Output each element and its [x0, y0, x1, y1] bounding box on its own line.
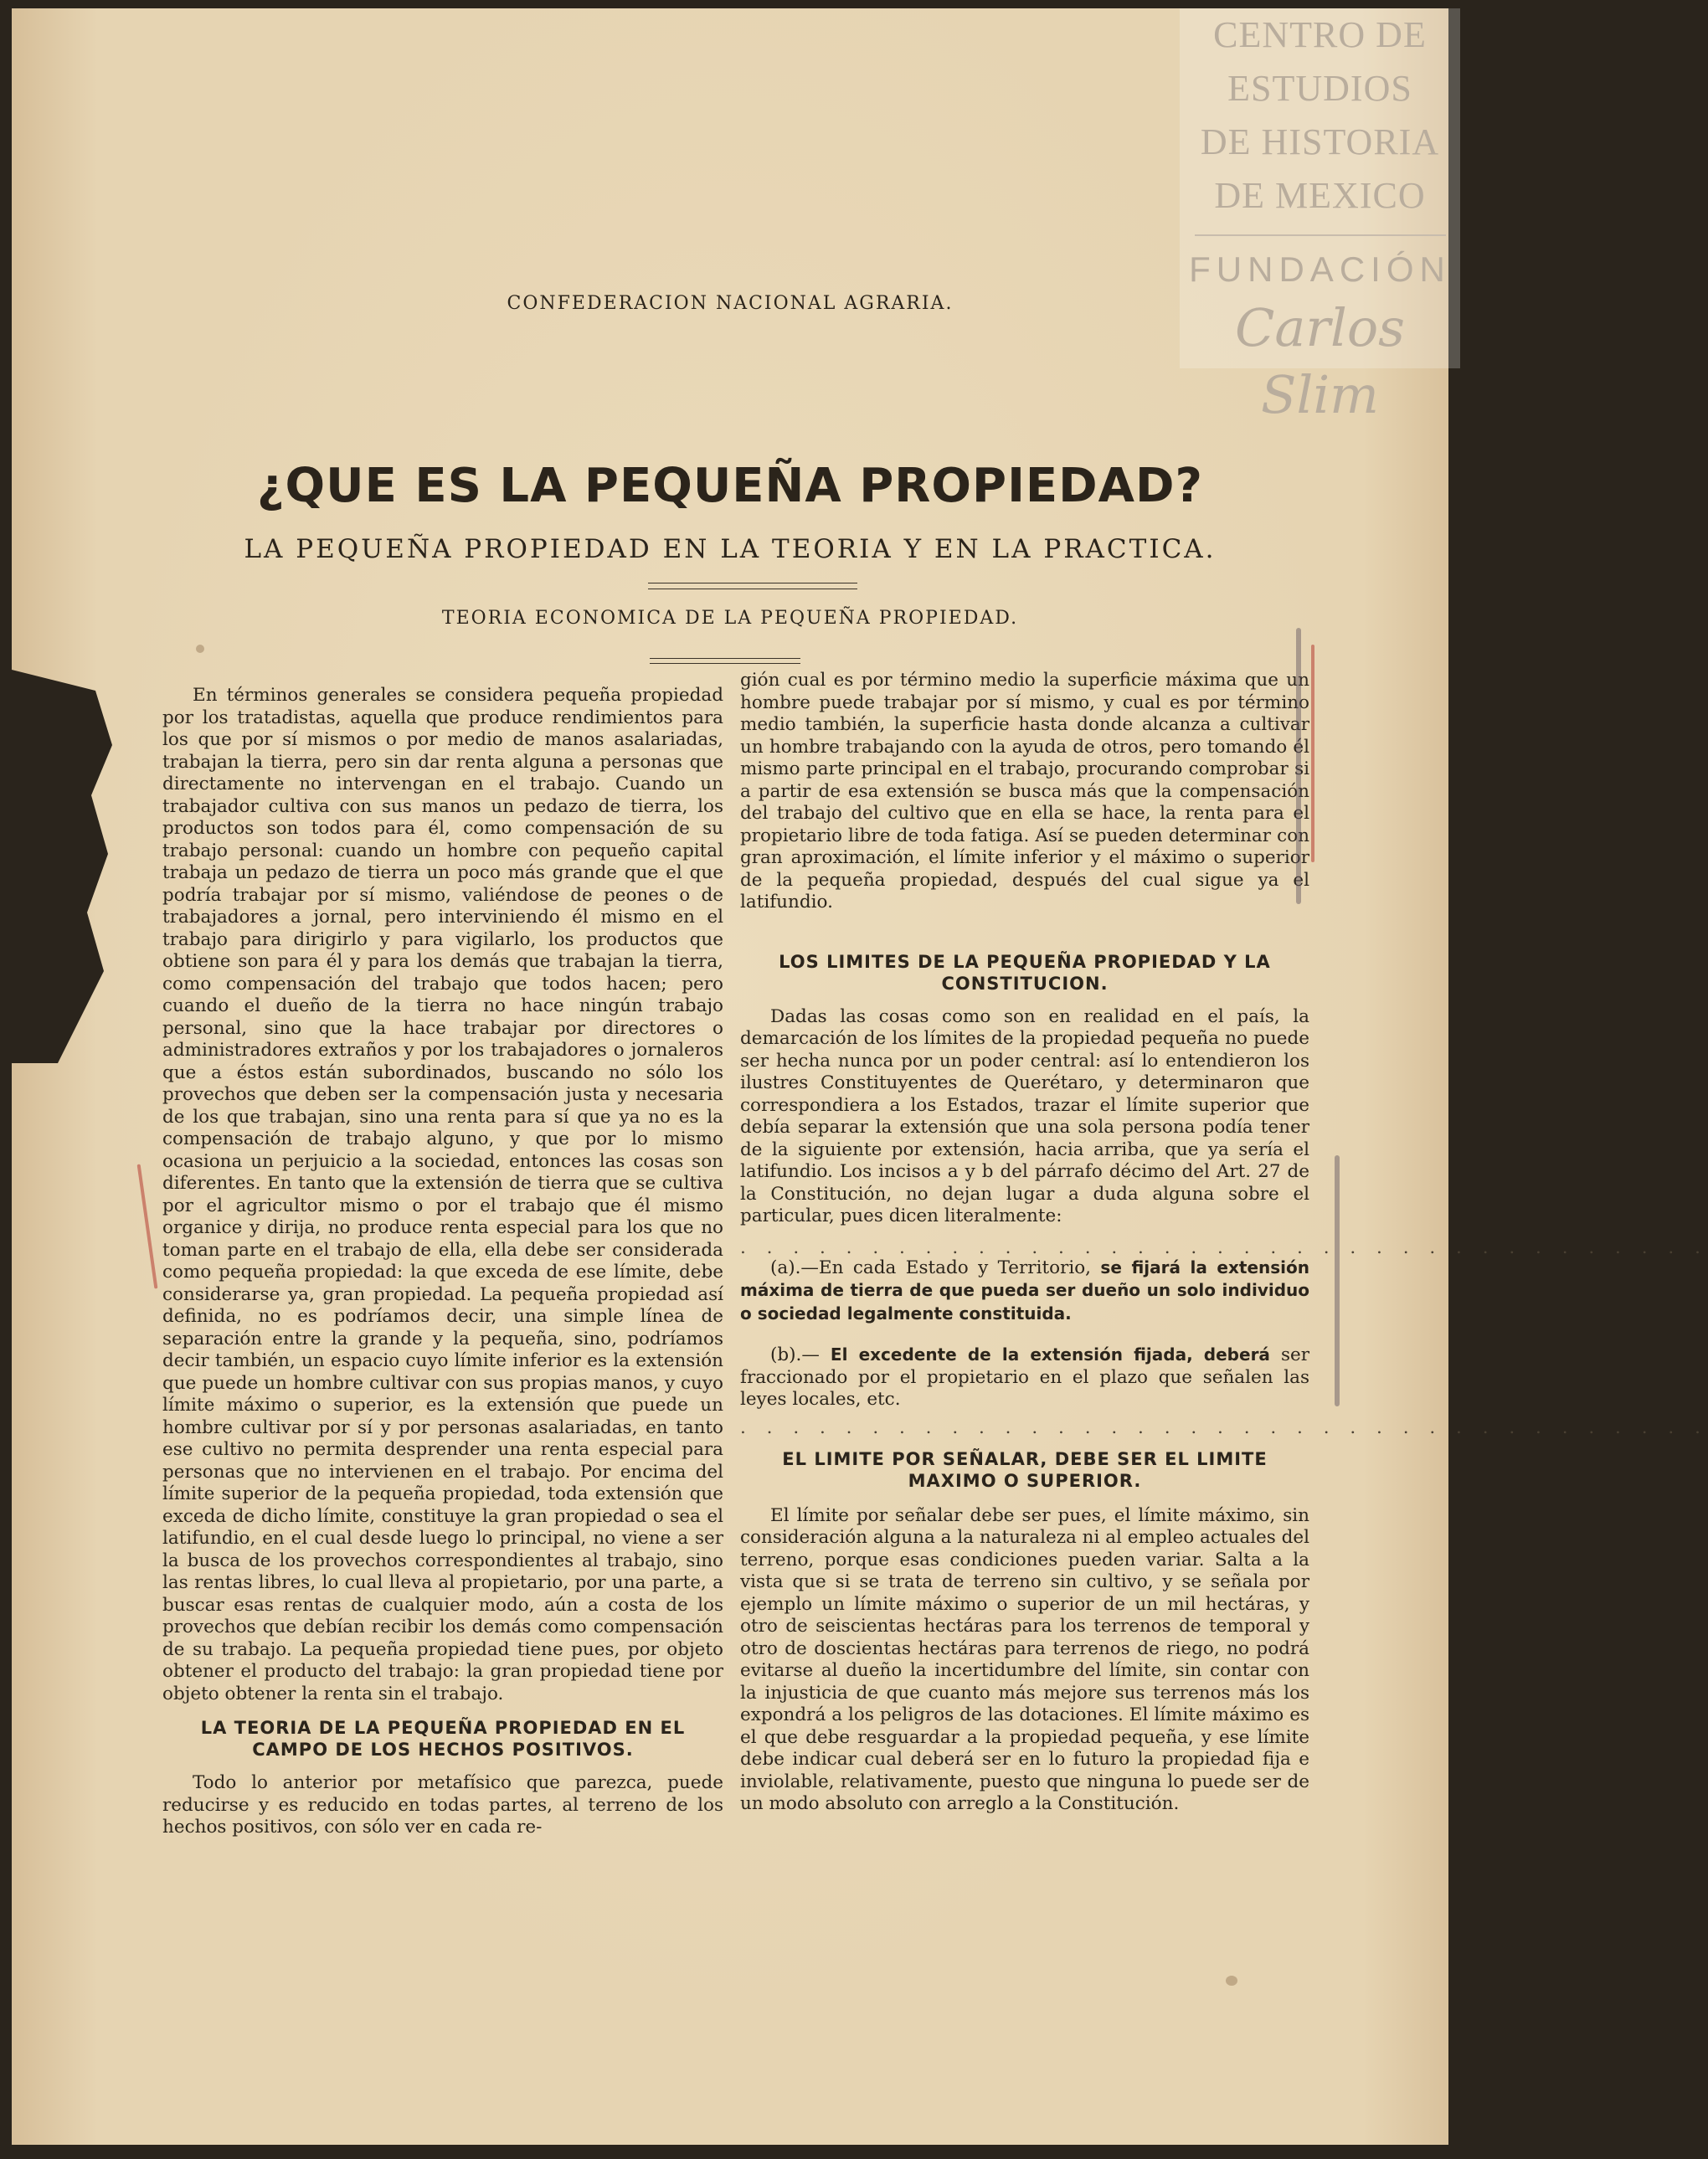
watermark-line: CENTRO DE [1213, 14, 1427, 55]
document-page [12, 8, 1708, 2145]
watermark-line: ESTUDIOS [1227, 68, 1412, 109]
red-pencil-mark [1311, 645, 1314, 862]
quote-prefix: (b).— [770, 1344, 820, 1365]
subheading: EL LIMITE POR SEÑALAR, DEBE SER EL LIMITE MAXIMO O SUPERIOR. [782, 1448, 1268, 1491]
paragraph: gión cual es por término medio la superficie máxima que un hombre puede trabajar por sí mismo, y cual es por término medio también, la superficie hasta donde alcanza a cultivar un hombre trabajando con la ayuda de otros, pero tomando él mismo parte principal en el trabajo, procurando comprobar si a partir de esa extensión se busca más que la compensación del trabajo del cultivo que en ella se hace, la renta para el propietario libre de toda fatiga. Así se pueden determinar con gran aproximación, el límite inferior y el máximo o superior de la pequeña propiedad, después del cual sigue ya el latifundio. [740, 670, 1309, 912]
archive-watermark [1180, 8, 1460, 425]
watermark-line: DE HISTORIA [1200, 121, 1440, 162]
ellipsis-separator: . . . . . . . . . . . . . . . . . . . . . . . . . . . . . . . . . . . . . [740, 1236, 1708, 1258]
watermark-divider [1195, 234, 1446, 236]
right-column [740, 670, 1708, 1816]
paragraph: El límite por señalar debe ser pues, el límite máximo, sin consideración alguna a la naturaleza ni al empleo actuales del terreno, porque esas condiciones pueden variar. Salta a la vista que si se trata de terreno sin cultivo, y se señala por ejemplo un límite máximo o superior de un mil hectáras, y otro de seiscientas hectáras para los terrenos de temporal y otro de doscientas hectáras para terrenos de riego, no podrá evitarse al dueño la incertidumbre del límite, sin contar con la injusticia de que cuanto más mejore sus terrenos más los expondrá a los peligros de las dotaciones. El límite máximo es el que debe resguardar a la propiedad pequeña, y ese límite debe indicar cual deberá ser en lo futuro la propiedad fija e inviolable, relativamente, puesto que ninguna lo puede ser de un modo absoluto con arreglo a la Constitución. [740, 1504, 1310, 1814]
red-pencil-mark [137, 1164, 158, 1288]
quote-text: ser fraccionado por el propietario en el plazo que señalen las leyes locales, etc. [740, 1344, 1310, 1410]
quote-text: se fijará la extensión máxima de tierra de que pueda ser dueño un solo individuo o sociedad legalmente constituida. [740, 1257, 1309, 1324]
paragraph: Todo lo anterior por metafísico que parezca, puede reducirse y es reducido en todas partes, al terreno de los hechos positivos, con sólo ver en cada re- [162, 1772, 723, 1838]
torn-edge [12, 670, 112, 1063]
subheading: LA TEORIA DE LA PEQUEÑA PROPIEDAD EN EL CAMPO DE LOS HECHOS POSITIVOS. [200, 1718, 686, 1760]
paper-stain [196, 645, 204, 653]
paragraph: En términos generales se considera pequeña propiedad por los tratadistas, aquella que produce rendimientos para los que por sí mismos o por medio de manos asalariadas, trabajan la tierra, pero sin dar renta alguna a personas que directamente no intervengan en el trabajo. Cuando un trabajador cultiva con sus manos un pedazo de tierra, los productos son todos para él, como compensación de su trabajo personal: cuando un hombre con pequeño capital trabaja un pedazo de tierra un poco más grande que el que podría trabajar por sí mismo, valiéndose de peones o de trabajadores a jornal, pero interviniendo él mismo en el trabajo para dirigirlo y para vigilarlo, los productos que obtiene son para él y para los demás que trabajan la tierra, como compensación del trabajo que todos hacen; pero cuando el dueño de la tierra no hace ningún trabajo personal, sino que la hace trabajar por directores o administradores extraños y por los trabajadores o jornaleros que a éstos están subordinados, buscando no sólo los provechos que deben ser la compensación justa y necesaria de los que trabajan, sino una renta para sí que ya no es la compensación de trabajo alguno, y que por lo mismo ocasiona un perjuicio a la sociedad, entonces las cosas son diferentes. En tanto que la extensión de tierra que se cultiva por el agricultor mismo o por el trabajo que él mismo organice y dirija, no produce renta especial para los que no toman parte en el trabajo de ella, ella debe ser considerada como pequeña propiedad: la que exceda de ese límite, debe considerarse ya, gran propiedad. La pequeña propiedad así definida, no es podríamos decir, una simple línea de separación entre la grande y la pequeña, sino, podríamos decir también, un espacio cuyo límite inferior es la extensión que puede un hombre cultivar con sus propias manos, y cuyo límite máximo o superior, es la extensión que puede un hombre cultivar por sí y por personas asalariadas, en tanto ese cultivo no permita desprender una renta especial para personas que no intervienen en el trabajo. Por encima del límite superior de la pequeña propiedad, toda extensión que exceda de dicho límite, constituye la gran propiedad o sea el latifundio, en el cual desde luego lo principal, no viene a ser la busca de los provechos correspondientes al trabajo, sino las rentas libres, lo cual lleva al propietario, por una parte, a buscar esas rentas de cualquier modo, aún a costa de los provechos que debían recibir los demás como compensación de su trabajo. La pequeña propiedad tiene pues, por objeto obtener el producto del trabajo: la gran propiedad tiene por objeto obtener la renta sin el trabajo. [162, 685, 723, 1704]
ellipsis-separator: . . . . . . . . . . . . . . . . . . . . . . . . . . . . . . . . . . . . . [740, 1416, 1708, 1438]
constitution-quote-a [740, 1257, 1309, 1326]
quote-text: El excedente de la extensión fijada, deberá [830, 1344, 1270, 1365]
paper-stain [1226, 1976, 1237, 1986]
subheading: LOS LIMITES DE LA PEQUEÑA PROPIEDAD Y LA CONSTITUCION. [779, 951, 1271, 994]
pencil-margin-mark [1335, 1155, 1340, 1406]
double-rule [648, 583, 857, 589]
constitution-quote-b [740, 1344, 1309, 1411]
pencil-margin-mark [1296, 628, 1301, 904]
watermark-line: DE MEXICO [1214, 175, 1426, 216]
paragraph: Dadas las cosas como son en realidad en el país, la demarcación de los límites de la propiedad pequeña no puede ser hecha nunca por un poder central: así lo entendieron los ilustres Constituyentes de Querétaro, y determinaron que correspondiera a los Estados, trazar el límite superior que debía separar la extensión que una sola persona podía tener de la siguiente por extensión, hacia arriba, que ya sería el latifundio. Los incisos a y b del párrafo décimo del Art. 27 de la Constitución, no dejan lugar a duda alguna sobre el particular, pues dicen literalmente: [740, 1005, 1309, 1226]
double-rule [650, 658, 800, 664]
page-subtitle: LA PEQUEÑA PROPIEDAD EN LA TEORIA Y EN LA PRACTICA. [244, 534, 1217, 564]
page-title: ¿QUE ES LA PEQUEÑA PROPIEDAD? [257, 459, 1203, 513]
watermark-foundation: FUNDACIÓN [1189, 249, 1451, 289]
quote-prefix: (a).—En cada Estado y Territorio, [770, 1257, 1091, 1278]
organization-name: CONFEDERACION NACIONAL AGRARIA. [507, 293, 954, 314]
left-column [162, 685, 723, 1839]
section-heading: TEORIA ECONOMICA DE LA PEQUEÑA PROPIEDAD. [441, 608, 1019, 629]
watermark-signature: Carlos Slim [1234, 297, 1405, 425]
